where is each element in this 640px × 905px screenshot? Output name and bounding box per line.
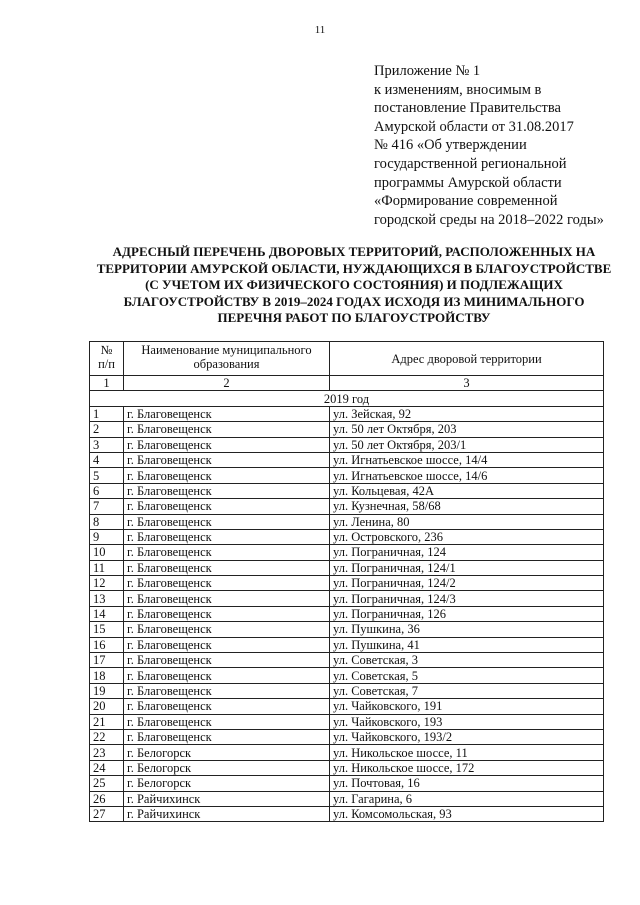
row-number: 3 [90, 437, 124, 452]
row-municipality: г. Благовещенск [124, 699, 330, 714]
appendix-line: к изменениям, вносимым в [374, 81, 542, 98]
row-address: ул. Островского, 236 [330, 529, 604, 544]
appendix-line: постановление Правительства [374, 100, 561, 117]
row-number: 23 [90, 745, 124, 760]
page-number: 11 [314, 24, 326, 36]
table-row [90, 545, 604, 560]
header-address: Адрес дворовой территории [330, 342, 604, 376]
row-address: ул. Пограничная, 124 [330, 545, 604, 560]
row-number: 14 [90, 606, 124, 621]
row-municipality: г. Белогорск [124, 745, 330, 760]
row-number: 11 [90, 560, 124, 575]
table-row [90, 637, 604, 652]
row-address: ул. Чайковского, 191 [330, 699, 604, 714]
row-address: ул. Чайковского, 193/2 [330, 729, 604, 744]
appendix-line: государственной региональной [374, 155, 567, 172]
appendix-line: Амурской области от 31.08.2017 [374, 118, 574, 135]
table-row [90, 729, 604, 744]
appendix-line: «Формирование современной [374, 193, 558, 210]
address-table [89, 341, 604, 822]
row-municipality: г. Благовещенск [124, 422, 330, 437]
row-address: ул. Гагарина, 6 [330, 791, 604, 806]
table-row [90, 576, 604, 591]
header-number-line2: п/п [98, 357, 115, 371]
row-address: ул. Пограничная, 126 [330, 606, 604, 621]
row-municipality: г. Благовещенск [124, 483, 330, 498]
row-municipality: г. Благовещенск [124, 437, 330, 452]
row-number: 16 [90, 637, 124, 652]
row-number: 21 [90, 714, 124, 729]
table-row [90, 499, 604, 514]
row-address: ул. Пушкина, 41 [330, 637, 604, 652]
row-number: 9 [90, 529, 124, 544]
appendix-line: городской среды на 2018–2022 годы» [374, 211, 604, 228]
table-row [90, 668, 604, 683]
table-row [90, 683, 604, 698]
year-label: 2019 год [90, 391, 604, 406]
row-address: ул. Игнатьевское шоссе, 14/6 [330, 468, 604, 483]
table-row [90, 622, 604, 637]
row-address: ул. Почтовая, 16 [330, 776, 604, 791]
row-municipality: г. Благовещенск [124, 683, 330, 698]
appendix-line: Приложение № 1 [374, 63, 481, 79]
row-number: 19 [90, 683, 124, 698]
table-row [90, 699, 604, 714]
column-number: 3 [330, 376, 604, 391]
table-row [90, 745, 604, 760]
row-number: 22 [90, 729, 124, 744]
row-address: ул. Чайковского, 193 [330, 714, 604, 729]
row-number: 8 [90, 514, 124, 529]
row-address: ул. Никольское шоссе, 11 [330, 745, 604, 760]
row-number: 18 [90, 668, 124, 683]
row-municipality: г. Благовещенск [124, 514, 330, 529]
table-header-row [90, 342, 604, 376]
table-row [90, 514, 604, 529]
row-number: 1 [90, 406, 124, 421]
row-number: 25 [90, 776, 124, 791]
row-municipality: г. Благовещенск [124, 653, 330, 668]
row-municipality: г. Благовещенск [124, 406, 330, 421]
row-municipality: г. Благовещенск [124, 452, 330, 467]
table-row [90, 591, 604, 606]
row-municipality: г. Благовещенск [124, 576, 330, 591]
appendix-line: № 416 «Об утверждении [374, 137, 527, 154]
row-municipality: г. Райчихинск [124, 806, 330, 821]
row-number: 17 [90, 653, 124, 668]
appendix-line: программы Амурской области [374, 174, 562, 191]
row-number: 13 [90, 591, 124, 606]
row-address: ул. Никольское шоссе, 172 [330, 760, 604, 775]
row-address: ул. 50 лет Октября, 203/1 [330, 437, 604, 452]
table-row [90, 529, 604, 544]
row-address: ул. Кольцевая, 42А [330, 483, 604, 498]
title-line: АДРЕСНЫЙ ПЕРЕЧЕНЬ ДВОРОВЫХ ТЕРРИТОРИЙ, РАСПОЛОЖЕННЫХ НА [112, 244, 596, 259]
row-municipality: г. Белогорск [124, 760, 330, 775]
appendix-note [374, 62, 636, 229]
table-row [90, 483, 604, 498]
row-number: 7 [90, 499, 124, 514]
table-row [90, 806, 604, 821]
row-address: ул. Советская, 3 [330, 653, 604, 668]
table-row [90, 468, 604, 483]
column-number: 2 [124, 376, 330, 391]
row-number: 27 [90, 806, 124, 821]
row-municipality: г. Благовещенск [124, 729, 330, 744]
row-number: 15 [90, 622, 124, 637]
row-address: ул. Советская, 5 [330, 668, 604, 683]
row-municipality: г. Благовещенск [124, 591, 330, 606]
row-address: ул. Ленина, 80 [330, 514, 604, 529]
row-address: ул. Пограничная, 124/3 [330, 591, 604, 606]
row-municipality: г. Благовещенск [124, 560, 330, 575]
table-row [90, 791, 604, 806]
title-line: (С УЧЕТОМ ИХ ФИЗИЧЕСКОГО СОСТОЯНИЯ) И ПОДЛЕЖАЩИХ [145, 277, 563, 293]
row-municipality: г. Благовещенск [124, 668, 330, 683]
row-municipality: г. Райчихинск [124, 791, 330, 806]
row-address: ул. Комсомольская, 93 [330, 806, 604, 821]
header-number [90, 342, 124, 376]
row-number: 4 [90, 452, 124, 467]
table-row [90, 560, 604, 575]
row-municipality: г. Благовещенск [124, 499, 330, 514]
row-number: 10 [90, 545, 124, 560]
table-row [90, 760, 604, 775]
row-municipality: г. Благовещенск [124, 637, 330, 652]
row-number: 6 [90, 483, 124, 498]
title-line: БЛАГОУСТРОЙСТВУ В 2019–2024 ГОДАХ ИСХОДЯ ИЗ МИНИМАЛЬНОГО [123, 293, 585, 309]
row-address: ул. Советская, 7 [330, 683, 604, 698]
title-line: ПЕРЕЧНЯ РАБОТ ПО БЛАГОУСТРОЙСТВУ [217, 310, 491, 326]
row-municipality: г. Благовещенск [124, 529, 330, 544]
column-number: 1 [90, 376, 124, 391]
row-number: 12 [90, 576, 124, 591]
header-number-line1: № [100, 343, 113, 357]
row-municipality: г. Благовещенск [124, 468, 330, 483]
row-municipality: г. Благовещенск [124, 714, 330, 729]
row-address: ул. Кузнечная, 58/68 [330, 499, 604, 514]
header-municipality: Наименование муниципального образования [124, 342, 330, 376]
row-address: ул. 50 лет Октября, 203 [330, 422, 604, 437]
row-municipality: г. Благовещенск [124, 606, 330, 621]
table-row [90, 422, 604, 437]
row-address: ул. Пограничная, 124/2 [330, 576, 604, 591]
row-address: ул. Пушкина, 36 [330, 622, 604, 637]
column-number-row [90, 376, 604, 391]
row-municipality: г. Благовещенск [124, 622, 330, 637]
table-row [90, 714, 604, 729]
table-row [90, 776, 604, 791]
table-row [90, 406, 604, 421]
year-row [90, 391, 604, 406]
row-number: 20 [90, 699, 124, 714]
title-line: ТЕРРИТОРИИ АМУРСКОЙ ОБЛАСТИ, НУЖДАЮЩИХСЯ В БЛАГОУСТРОЙСТВЕ [96, 260, 612, 276]
table-row [90, 606, 604, 621]
row-municipality: г. Белогорск [124, 776, 330, 791]
row-address: ул. Пограничная, 124/1 [330, 560, 604, 575]
document-title [86, 244, 622, 327]
row-number: 2 [90, 422, 124, 437]
table-row [90, 437, 604, 452]
row-number: 5 [90, 468, 124, 483]
table-body [90, 406, 604, 822]
row-number: 26 [90, 791, 124, 806]
table-row [90, 653, 604, 668]
row-municipality: г. Благовещенск [124, 545, 330, 560]
row-number: 24 [90, 760, 124, 775]
row-address: ул. Зейская, 92 [330, 406, 604, 421]
table-row [90, 452, 604, 467]
row-address: ул. Игнатьевское шоссе, 14/4 [330, 452, 604, 467]
